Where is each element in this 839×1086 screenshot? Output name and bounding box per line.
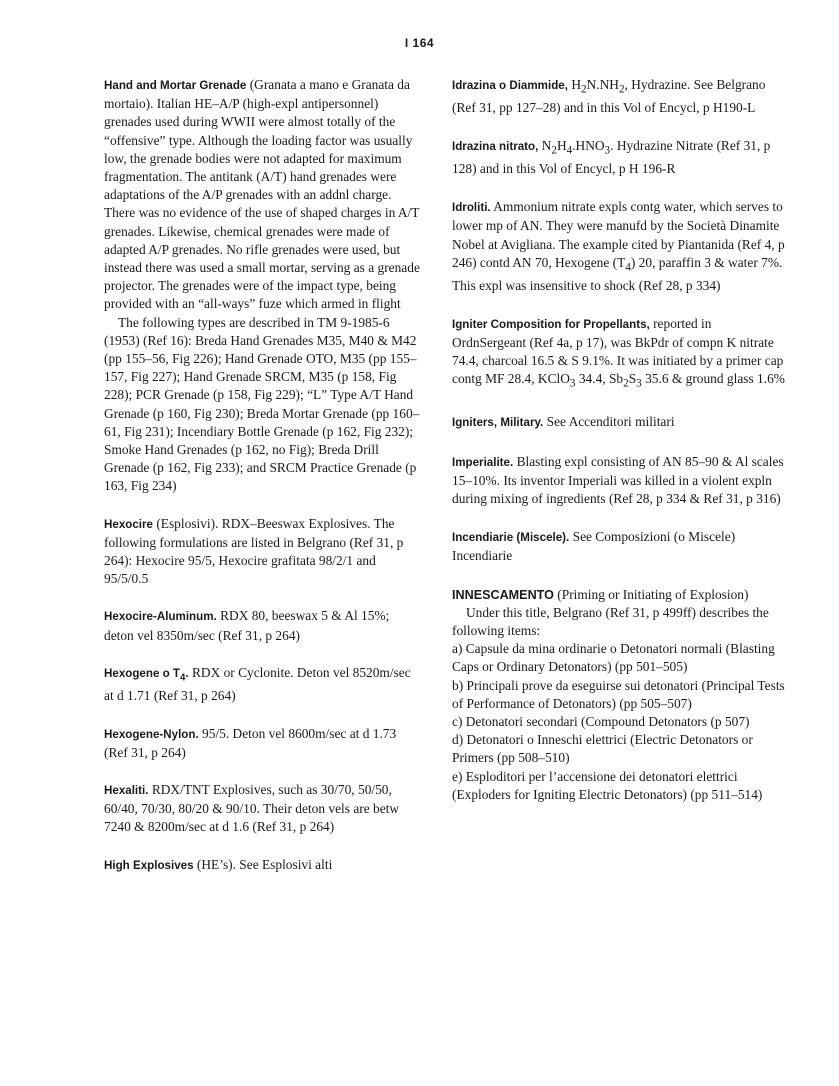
entry-body: Blasting expl consisting of AN 85–90 & Al scales 15–10%. Its inventor Imperiali was killed in a violent expln during mixing of ingredients (Ref 28, p 334 & Ref 31, p 316) — [452, 453, 784, 506]
entry-incendiarie — [452, 528, 786, 565]
entry-innescamento — [452, 586, 786, 804]
entry-term: Imperialite. — [452, 455, 514, 469]
entry-paragraph: The following types are described in TM 9-1985-6 (1953) (Ref 16): Breda Hand Grenades M35, M40 & M42 (pp 155–56, Fig 226); Hand Grenade OTO, M35 (pp 155–157, Fig 227); Hand Grenade SRCM, M35 (p 158, Fig 228); PCR Grenade (p 158, Fig 229); “L” Type A/T Hand Grenade (p 160, Fig 230); Breda Mortar Grenade (pp 160–61, Fig 231); Incendiary Bottle Grenade (p 162, Fig 232); Smoke Hand Grenades (p 162, no Fig); Breda Drill Grenade (p 162, Fig 233); and SRCM Practice Grenade (p 163, Fig 234) — [104, 314, 420, 494]
entry-term: Idroliti. — [452, 201, 491, 215]
innescamento-item-list — [452, 640, 786, 804]
entry-formula: $H_2N.NH_2$ — [567, 77, 625, 96]
entry-idroliti — [452, 198, 786, 295]
entry-body: (Priming or Initiating of Explosion) — [553, 586, 749, 602]
entry-body: Ammonium nitrate expls contg water, which serves to lower mp of AN. They were manufd by the Società Dinamite Nobel at Avigliana. The example cited by Piantanida (Ref 4, p 246) contd AN 70, Hexogene $(T_4)$ 20, paraffin 3 & water 7%. This expl was insensitive to shock (Ref 28, p 334) — [452, 199, 785, 293]
entry-term: High Explosives — [104, 858, 194, 872]
list-item: d) Detonatori o Inneschi elettrici (Electric Detonators or Primers (pp 508–510) — [452, 732, 753, 766]
entry-idrazina — [452, 76, 786, 117]
entry-term: Igniters, Military. — [452, 416, 544, 430]
entry-idrazina-nitrato — [452, 137, 786, 178]
entry-body: RDX/TNT Explosives, such as 30/70, 50/50, 60/40, 70/30, 80/20 & 90/10. Their deton vels are betw 7240 & 8200m/sec at d 1.6 (Ref 31, p 264) — [104, 782, 400, 835]
entry-term: Incendiarie (Miscele). — [452, 531, 570, 545]
entry-formula: $N_2H_4.HNO_3$ — [538, 138, 611, 157]
entry-imperialite — [452, 453, 786, 509]
entry-term: Hand and Mortar Grenade — [104, 79, 247, 92]
list-item: b) Principali prove da eseguirse sui detonatori (Principal Tests of Performance of Detonators) (pp 505–507) — [452, 677, 785, 711]
entry-hexocire — [104, 515, 422, 589]
entry-body: . Hydrazine Nitrate (Ref 31, p 128) and in this Vol of Encycl, p H 196-R — [452, 138, 771, 176]
entry-body: See Accenditori militari — [543, 414, 675, 430]
entry-paragraph: Under this title, Belgrano (Ref 31, p 499ff) describes the following items: — [452, 604, 769, 638]
entry-high-explosives — [104, 856, 422, 875]
entry-hand-and-mortar-grenade — [104, 76, 422, 496]
left-column — [104, 76, 422, 894]
entry-term: Hexocire — [104, 517, 153, 531]
entry-body: (Esplosivi). RDX–Beeswax Explosives. The following formulations are listed in Belgrano (Ref 31, p 264): Hexocire 95/5, Hexocire grafitata 98/2/1 and 95/5/0.5 — [104, 515, 404, 587]
list-item: e) Esploditori per l’accensione dei detonatori elettrici (Exploders for Igniting Electric Detonators) (pp 511–514) — [452, 768, 763, 802]
entry-body: (HE’s). See Esplosivi alti — [193, 856, 333, 872]
entry-body: reported in OrdnSergeant (Ref 4a, p 17), was BkPdr of compn K nitrate 74.4, charcoal 16.5 & S 9.1%. It was initiated by a primer cap contg MF 28.4, KClO$_3$ 34.4, $Sb_2S_3$ 35.6 & ground glass 1.6% — [452, 315, 785, 391]
list-item: a) Capsule da mina ordinarie o Detonatori normali (Blasting Caps or Ordinary Detonators) (pp 501–505) — [452, 641, 775, 675]
entry-hexogene-nylon — [104, 725, 422, 762]
entry-text — [104, 76, 422, 314]
entry-body: 95/5. Deton vel 8600m/sec at d 1.73 (Ref 31, p 264) — [104, 725, 397, 760]
entry-hexocire-aluminum — [104, 607, 422, 644]
entry-term: Idrazina nitrato, — [452, 140, 539, 154]
entry-body: (Granata a mano e Granata da mortaio). Italian HE–A/P (high-expl antipersonnel) grenades used during WWII were almost totally of the “offensive” type. Although the loading factor was usually low, the grenade bodies were not adapted for maximum fragmentation. The antitank (A/T) hand grenades were adaptations of the A/P grenades with an addnl charge. There was no evidence of the use of shaped charges in A/T grenades. Likewise, chemical grenades were made of adapted A/P grenades. No rifle grenades were used, but instead there was used a small mortar, serving as a grenade projector. The grenades were of the impact type, being provided with an “all-ways” fuze which armed in flight — [104, 77, 420, 312]
entry-igniters-military — [452, 413, 786, 432]
entry-hexaliti — [104, 781, 422, 837]
entry-term: INNESCAMENTO — [452, 587, 554, 602]
entry-body: RDX or Cyclonite. Deton vel 8520m/sec at d 1.71 (Ref 31, p 264) — [104, 664, 411, 704]
entry-heading — [452, 586, 786, 604]
entry-term: Idrazina o Diammide, — [452, 79, 568, 92]
entry-term: Hexogene o $T_4$. — [104, 666, 189, 684]
entry-term: Igniter Composition for Propellants, — [452, 317, 650, 331]
entry-igniter-composition — [452, 315, 786, 393]
entry-term: Hexocire-Aluminum. — [104, 610, 217, 624]
entry-hexogene-t4 — [104, 664, 422, 706]
right-column — [452, 76, 786, 824]
list-item: c) Detonatori secondari (Compound Detonators (p 507) — [452, 713, 750, 729]
entry-body: RDX 80, beeswax 5 & Al 15%; deton vel 8350m/sec (Ref 31, p 264) — [104, 608, 390, 643]
entry-body: , Hydrazine. See Belgrano (Ref 31, pp 127–28) and in this Vol of Encycl, p H190-L — [452, 77, 766, 115]
entry-term: Hexaliti. — [104, 784, 149, 798]
entry-body: See Composizioni (o Miscele) Incendiarie — [452, 529, 736, 564]
page-number: I 164 — [404, 36, 435, 50]
entry-term: Hexogene-Nylon. — [104, 727, 199, 741]
